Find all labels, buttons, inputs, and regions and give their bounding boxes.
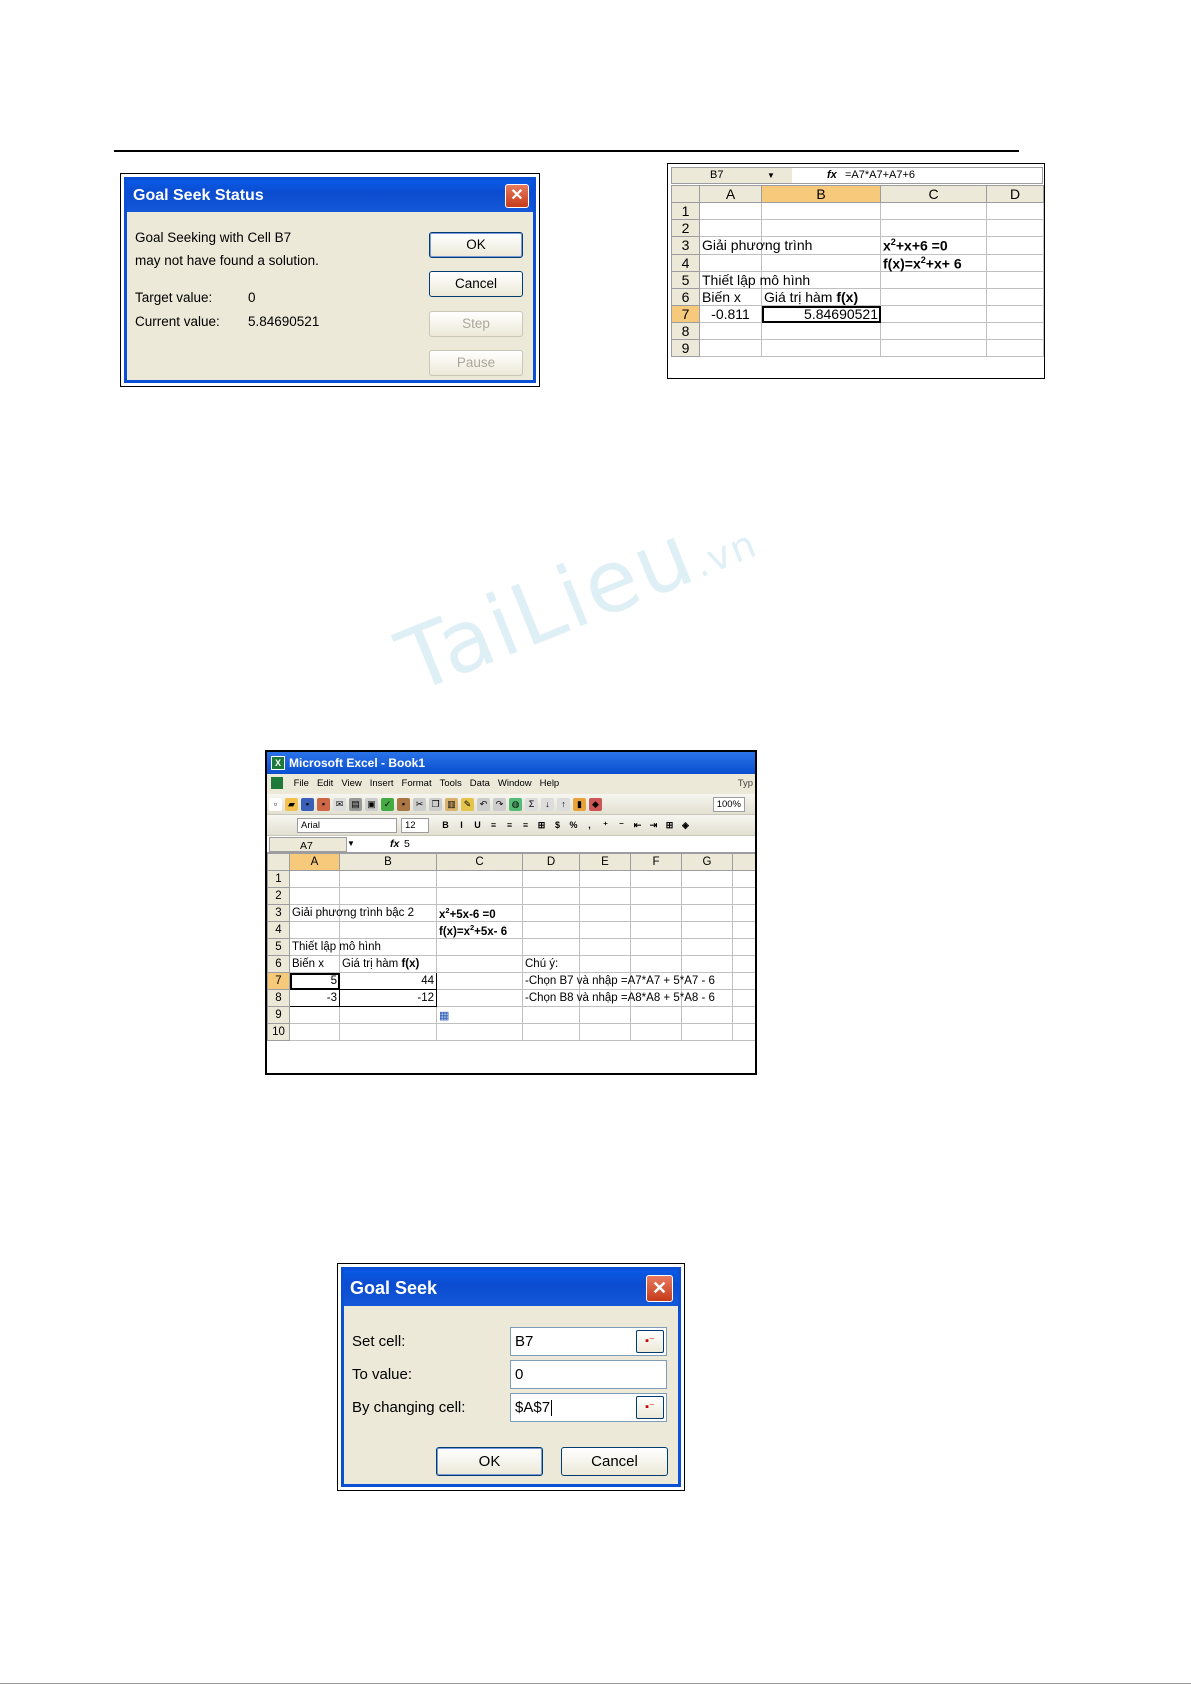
close-icon[interactable]: ✕ xyxy=(646,1275,673,1302)
changing-cell-input[interactable] xyxy=(510,1393,667,1422)
cell-f[interactable] xyxy=(631,1007,682,1024)
sort-descending-icon[interactable]: ↑ xyxy=(557,798,570,811)
table-row xyxy=(268,905,756,922)
excel-title: Microsoft Excel - Book1 xyxy=(289,756,426,770)
set-cell-label: Set cell: xyxy=(352,1333,406,1350)
superscript: 2 xyxy=(920,254,926,265)
cell-b[interactable] xyxy=(762,340,881,357)
page-header-rule xyxy=(114,150,1019,152)
table-row xyxy=(268,1007,756,1024)
cell-b[interactable] xyxy=(340,871,437,888)
cell-c[interactable] xyxy=(437,905,523,922)
name-box-value: B7 xyxy=(710,169,724,181)
cell-g[interactable] xyxy=(682,905,733,922)
print-preview-icon[interactable]: ▣ xyxy=(365,798,378,811)
cell-e[interactable] xyxy=(580,905,631,922)
bold-icon[interactable]: B xyxy=(442,820,449,830)
cell-h[interactable] xyxy=(733,973,756,990)
font-size-box[interactable] xyxy=(401,818,429,833)
save-icon[interactable]: ▪ xyxy=(301,798,314,811)
cell-b[interactable] xyxy=(762,203,881,220)
to-value-value: 0 xyxy=(515,1366,524,1383)
to-value-label: To value: xyxy=(352,1366,413,1383)
changing-cell-value: $A$7 xyxy=(515,1399,551,1416)
cut-icon[interactable]: ✂ xyxy=(413,798,426,811)
row-header[interactable]: 8 xyxy=(672,323,700,340)
cell-a[interactable] xyxy=(290,888,340,905)
cell-text: 44 xyxy=(421,975,434,987)
column-header-d[interactable]: D xyxy=(523,854,580,871)
cell-a[interactable]: 5 xyxy=(290,973,340,990)
cell-e[interactable] xyxy=(580,939,631,956)
row-header[interactable]: 9 xyxy=(672,340,700,357)
changing-cell-label: By changing cell: xyxy=(352,1399,466,1416)
cell-g[interactable] xyxy=(682,956,733,973)
cell-d[interactable] xyxy=(987,340,1044,357)
status-message-line1: Goal Seeking with Cell B7 xyxy=(135,230,292,245)
cell-b[interactable] xyxy=(762,220,881,237)
formula-text: x xyxy=(439,908,446,921)
table-row xyxy=(268,973,756,990)
cell-h[interactable] xyxy=(733,990,756,1007)
font-name-box[interactable] xyxy=(297,818,397,833)
font-size: 12 xyxy=(405,820,416,831)
cancel-button[interactable]: Cancel xyxy=(429,271,523,297)
formula-text: f(x)=x xyxy=(883,255,921,272)
table-row xyxy=(268,922,756,939)
cell-e[interactable] xyxy=(580,1024,631,1041)
column-header-e[interactable]: E xyxy=(580,854,631,871)
cell-c[interactable] xyxy=(881,289,987,306)
superscript: 2 xyxy=(445,905,450,915)
cell-g[interactable] xyxy=(682,922,733,939)
cell-h[interactable] xyxy=(733,956,756,973)
table-row xyxy=(268,888,756,905)
cell-d[interactable] xyxy=(987,203,1044,220)
cell-h[interactable] xyxy=(733,1024,756,1041)
row-header[interactable]: 7 xyxy=(672,306,700,323)
row-header[interactable]: 7 xyxy=(268,973,290,990)
cell-f[interactable] xyxy=(631,922,682,939)
fx-icon[interactable]: fx xyxy=(390,838,400,850)
open-icon[interactable]: ▰ xyxy=(285,798,298,811)
cell-d[interactable] xyxy=(523,871,580,888)
merge-center-icon[interactable]: ⊞ xyxy=(537,820,546,830)
cell-a[interactable] xyxy=(700,254,762,272)
cell-c[interactable] xyxy=(881,254,987,272)
goal-seek-title: Goal Seek xyxy=(350,1278,438,1298)
superscript: 2 xyxy=(470,922,475,932)
dialog-title: Goal Seek Status xyxy=(133,187,264,204)
column-header-overflow xyxy=(733,854,756,871)
ok-button[interactable]: OK xyxy=(429,232,523,258)
excel-formula-bar xyxy=(267,836,755,853)
column-header-d[interactable]: D xyxy=(987,186,1044,203)
dialog-title-bar xyxy=(127,180,533,212)
target-value: 0 xyxy=(248,290,256,305)
row-header[interactable]: 4 xyxy=(672,254,700,272)
row-header[interactable]: 1 xyxy=(672,203,700,220)
cell-b[interactable] xyxy=(762,289,881,306)
menu-item-help[interactable]: Help xyxy=(539,778,560,789)
excel-name-box[interactable] xyxy=(269,837,347,852)
cell-e[interactable] xyxy=(580,871,631,888)
cell-h[interactable] xyxy=(733,888,756,905)
excel-window xyxy=(265,750,757,1075)
range-select-icon[interactable]: ▪⁻ xyxy=(636,1330,664,1353)
step-button[interactable]: Step xyxy=(429,311,523,337)
cell-g[interactable] xyxy=(682,871,733,888)
sheet1-name-box[interactable] xyxy=(672,168,792,183)
cell-a[interactable] xyxy=(290,922,340,939)
drawing-icon[interactable]: ◆ xyxy=(589,798,602,811)
close-icon[interactable]: ✕ xyxy=(505,184,529,208)
format-painter-icon[interactable]: ✎ xyxy=(461,798,474,811)
cell-text: 5.84690521 xyxy=(804,306,878,323)
menu-item-window[interactable]: Window xyxy=(497,778,532,789)
menu-item-insert[interactable]: Insert xyxy=(369,778,394,789)
cell-c[interactable] xyxy=(881,323,987,340)
menu-item-format[interactable]: Format xyxy=(401,778,432,789)
cell-c[interactable] xyxy=(437,922,523,939)
status-message-line2: may not have found a solution. xyxy=(135,253,319,268)
menu-item-file[interactable]: File xyxy=(293,778,309,789)
goal-seek-status-frame xyxy=(120,173,540,387)
goal-seek-frame xyxy=(337,1263,685,1491)
cell-d[interactable] xyxy=(987,272,1044,289)
excel-grid xyxy=(267,853,756,1041)
cell-c[interactable] xyxy=(437,956,523,973)
cancel-button[interactable]: Cancel xyxy=(561,1447,668,1476)
cell-e[interactable] xyxy=(580,922,631,939)
menu-item-view[interactable]: View xyxy=(341,778,362,789)
set-cell-input[interactable] xyxy=(510,1327,667,1356)
cell-d[interactable] xyxy=(523,922,580,939)
cell-f[interactable] xyxy=(631,871,682,888)
table-row xyxy=(672,306,1044,323)
column-header-f[interactable]: F xyxy=(631,854,682,871)
currency-icon[interactable]: $ xyxy=(554,820,560,830)
cell-b[interactable] xyxy=(762,254,881,272)
select-all-corner[interactable] xyxy=(268,854,290,871)
cell-d[interactable] xyxy=(987,323,1044,340)
row-header[interactable]: 10 xyxy=(268,1024,290,1041)
table-row xyxy=(672,289,1044,306)
autosum-icon[interactable]: Σ xyxy=(525,798,538,811)
cell-d[interactable]: -Chọn B7 và nhập =A7*A7 + 5*A7 - 6 xyxy=(523,973,580,990)
align-right-icon[interactable]: ≡ xyxy=(522,820,529,830)
cell-a[interactable]: Thiết lập mô hình xyxy=(700,272,762,289)
formula-text: f(x)=x xyxy=(439,925,470,938)
column-header-a[interactable]: A xyxy=(700,186,762,203)
cell-c[interactable] xyxy=(881,237,987,255)
row-header[interactable]: 6 xyxy=(268,956,290,973)
cell-h[interactable] xyxy=(733,939,756,956)
range-select-icon[interactable]: ▪⁻ xyxy=(636,1396,664,1419)
superscript: 2 xyxy=(890,237,896,247)
cell-g[interactable] xyxy=(682,939,733,956)
column-header-g[interactable]: G xyxy=(682,854,733,871)
cell-a[interactable]: -3 xyxy=(290,990,340,1007)
cell-e[interactable] xyxy=(580,888,631,905)
table-row xyxy=(672,323,1044,340)
cell-d[interactable]: Chú ý: xyxy=(523,956,580,973)
cell-text-bold: f(x) xyxy=(401,958,420,970)
cell-d[interactable] xyxy=(523,1007,580,1024)
cell-h[interactable] xyxy=(733,1007,756,1024)
cell-e[interactable] xyxy=(580,1007,631,1024)
sheet1-frame xyxy=(667,163,1045,379)
column-header-c[interactable]: C xyxy=(881,186,987,203)
ok-button[interactable]: OK xyxy=(436,1447,543,1476)
excel-name-box-value: A7 xyxy=(300,840,313,852)
cell-f[interactable] xyxy=(631,956,682,973)
cell-f[interactable] xyxy=(631,1024,682,1041)
new-icon[interactable]: ▫ xyxy=(269,798,282,811)
cell-c[interactable] xyxy=(437,888,523,905)
cell-d[interactable] xyxy=(987,254,1044,272)
cell-h[interactable] xyxy=(733,871,756,888)
excel-app-icon: X xyxy=(271,756,285,770)
cell-a[interactable]: Giải phương trình bậc 2 xyxy=(290,905,340,922)
watermark-text: TaiLieu xyxy=(385,504,709,713)
goal-seek-title-bar xyxy=(344,1270,678,1306)
column-header-row xyxy=(672,186,1044,203)
cell-b[interactable] xyxy=(762,323,881,340)
copy-icon[interactable]: ❐ xyxy=(429,798,442,811)
redo-icon[interactable]: ↷ xyxy=(493,798,506,811)
excel-formula-text[interactable]: 5 xyxy=(404,838,410,850)
formatting-toolbar xyxy=(267,815,755,836)
cell-a[interactable] xyxy=(700,203,762,220)
cell-d[interactable] xyxy=(987,220,1044,237)
cell-b[interactable] xyxy=(340,990,437,1007)
table-row xyxy=(672,237,1044,255)
cell-g[interactable] xyxy=(682,1007,733,1024)
menu-item-data[interactable]: Data xyxy=(469,778,490,789)
cell-a[interactable] xyxy=(290,1024,340,1041)
print-icon[interactable]: ▤ xyxy=(349,798,362,811)
table-row xyxy=(672,220,1044,237)
cell-a[interactable]: Thiết lập mô hình xyxy=(290,939,340,956)
cell-c[interactable] xyxy=(437,1007,523,1024)
column-header-c[interactable]: C xyxy=(437,854,523,871)
pause-button[interactable]: Pause xyxy=(429,350,523,376)
email-icon[interactable]: ✉ xyxy=(333,798,346,811)
italic-icon[interactable]: I xyxy=(460,820,463,830)
spelling-icon[interactable]: ✓ xyxy=(381,798,394,811)
cell-text: -12 xyxy=(417,992,434,1004)
row-header[interactable]: 8 xyxy=(268,990,290,1007)
column-header-b[interactable]: B xyxy=(340,854,437,871)
align-center-icon[interactable]: ≡ xyxy=(506,820,513,830)
select-all-corner[interactable] xyxy=(672,186,700,203)
cell-h[interactable] xyxy=(733,922,756,939)
research-icon[interactable]: ▪ xyxy=(397,798,410,811)
cell-d[interactable] xyxy=(523,888,580,905)
cell-c[interactable] xyxy=(881,272,987,289)
cell-c[interactable] xyxy=(437,973,523,990)
menu-item-edit[interactable]: Edit xyxy=(316,778,334,789)
cell-a[interactable] xyxy=(290,1007,340,1024)
cell-c[interactable] xyxy=(881,203,987,220)
to-value-input[interactable] xyxy=(510,1360,667,1389)
permission-icon[interactable]: ▪ xyxy=(317,798,330,811)
row-header[interactable]: 5 xyxy=(672,272,700,289)
cell-a[interactable] xyxy=(700,323,762,340)
cell-a[interactable]: Biến x xyxy=(700,289,762,306)
sheet1-formula-bar xyxy=(671,167,1043,184)
table-row xyxy=(672,203,1044,220)
cell-d[interactable] xyxy=(987,306,1044,323)
row-header[interactable]: 3 xyxy=(268,905,290,922)
cell-d[interactable] xyxy=(523,939,580,956)
underline-icon[interactable]: U xyxy=(474,820,481,830)
formula-text: +x+6 =0 xyxy=(895,237,948,254)
cell-d[interactable] xyxy=(987,237,1044,255)
cell-d[interactable] xyxy=(523,1024,580,1041)
row-header[interactable]: 9 xyxy=(268,1007,290,1024)
cell-c[interactable] xyxy=(881,220,987,237)
cell-a[interactable]: Giải phương trình xyxy=(700,237,762,255)
cell-c[interactable] xyxy=(437,939,523,956)
fill-color-icon[interactable]: ◈ xyxy=(682,820,689,830)
undo-icon[interactable]: ↶ xyxy=(477,798,490,811)
standard-toolbar xyxy=(267,794,755,815)
row-header[interactable]: 4 xyxy=(268,922,290,939)
set-cell-value: B7 xyxy=(515,1333,534,1350)
cell-e[interactable] xyxy=(580,956,631,973)
sheet1-grid xyxy=(671,185,1044,357)
sort-ascending-icon[interactable]: ↓ xyxy=(541,798,554,811)
target-value-label: Target value: xyxy=(135,290,213,305)
formula-text[interactable]: =A7*A7+A7+6 xyxy=(845,169,916,181)
column-header-row xyxy=(268,854,756,871)
cell-a[interactable]: Biến x xyxy=(290,956,340,973)
cell-g[interactable] xyxy=(682,888,733,905)
table-row xyxy=(672,340,1044,357)
decrease-indent-icon[interactable]: ⇤ xyxy=(633,820,642,830)
excel-title-bar xyxy=(267,752,755,774)
cell-f[interactable] xyxy=(631,905,682,922)
cell-c[interactable] xyxy=(437,871,523,888)
formula-text: +5x- 6 xyxy=(474,925,508,938)
cell-d[interactable] xyxy=(987,289,1044,306)
watermark-suffix: .vn xyxy=(687,521,764,587)
zoom-box[interactable]: 100% xyxy=(713,797,745,812)
decrease-decimal-icon[interactable]: ⁻ xyxy=(619,820,624,830)
cell-b[interactable] xyxy=(340,888,437,905)
cell-a[interactable] xyxy=(700,220,762,237)
font-name: Arial xyxy=(301,820,321,831)
cell-b[interactable] xyxy=(340,1007,437,1024)
table-row xyxy=(672,254,1044,272)
table-row xyxy=(268,956,756,973)
cell-d[interactable]: -Chọn B8 và nhập =A8*A8 + 5*A8 - 6 xyxy=(523,990,580,1007)
formula-text: +x+ 6 xyxy=(925,255,962,272)
column-header-b[interactable]: B xyxy=(762,186,881,203)
increase-decimal-icon[interactable]: ⁺ xyxy=(603,820,608,830)
cell-b[interactable] xyxy=(340,1024,437,1041)
help-hint[interactable]: Typ xyxy=(737,778,753,789)
cell-d[interactable] xyxy=(523,905,580,922)
cell-c[interactable] xyxy=(437,990,523,1007)
borders-icon[interactable]: ⊞ xyxy=(665,820,674,830)
cell-h[interactable] xyxy=(733,905,756,922)
percent-icon[interactable]: % xyxy=(569,820,578,830)
table-row xyxy=(672,272,1044,289)
menu-bar xyxy=(267,774,755,794)
cell-b[interactable] xyxy=(340,922,437,939)
row-header[interactable]: 5 xyxy=(268,939,290,956)
cell-b[interactable] xyxy=(340,956,437,973)
row-header[interactable]: 6 xyxy=(672,289,700,306)
cell-f[interactable] xyxy=(631,939,682,956)
cell-f[interactable] xyxy=(631,888,682,905)
row-header[interactable]: 2 xyxy=(672,220,700,237)
paste-icon[interactable]: ▥ xyxy=(445,798,458,811)
cell-b[interactable] xyxy=(340,973,437,990)
cell-text: Giá trị hàm xyxy=(764,289,837,306)
text-cursor xyxy=(551,1400,552,1416)
cell-text-bold: f(x) xyxy=(836,289,859,306)
current-value-label: Current value: xyxy=(135,314,220,329)
formula-text: x xyxy=(883,237,891,254)
goal-seek-status-dialog xyxy=(124,177,536,383)
column-header-a[interactable]: A xyxy=(290,854,340,871)
table-row xyxy=(268,939,756,956)
chart-wizard-icon[interactable]: ▮ xyxy=(573,798,586,811)
current-value: 5.84690521 xyxy=(248,314,320,329)
formula-text: +5x-6 =0 xyxy=(449,908,496,921)
cell-c[interactable] xyxy=(881,340,987,357)
cell-c[interactable] xyxy=(437,1024,523,1041)
hyperlink-icon[interactable]: ◍ xyxy=(509,798,522,811)
cell-a[interactable]: -0.811 xyxy=(700,306,762,323)
cell-text: Giá trị hàm xyxy=(342,958,402,970)
cell-a[interactable] xyxy=(290,871,340,888)
table-row xyxy=(268,871,756,888)
comma-icon[interactable]: , xyxy=(588,820,591,830)
fx-icon[interactable]: fx xyxy=(827,169,837,181)
page-footer-rule xyxy=(0,1683,1191,1684)
row-header[interactable]: 3 xyxy=(672,237,700,255)
excel-doc-icon xyxy=(271,777,283,789)
row-header[interactable]: 1 xyxy=(268,871,290,888)
paste-options-icon[interactable]: ▦ xyxy=(439,1009,450,1022)
cell-a[interactable] xyxy=(700,340,762,357)
row-header[interactable]: 2 xyxy=(268,888,290,905)
goal-seek-dialog xyxy=(341,1267,681,1487)
chevron-down-icon[interactable]: ▼ xyxy=(767,171,775,180)
align-left-icon[interactable]: ≡ xyxy=(490,820,497,830)
cell-g[interactable] xyxy=(682,1024,733,1041)
table-row xyxy=(268,1024,756,1041)
menu-item-tools[interactable]: Tools xyxy=(439,778,462,789)
table-row xyxy=(268,990,756,1007)
watermark xyxy=(385,480,768,712)
chevron-down-icon[interactable]: ▼ xyxy=(347,839,355,848)
cell-c[interactable] xyxy=(881,306,987,323)
cell-b[interactable] xyxy=(762,306,881,323)
increase-indent-icon[interactable]: ⇥ xyxy=(649,820,658,830)
